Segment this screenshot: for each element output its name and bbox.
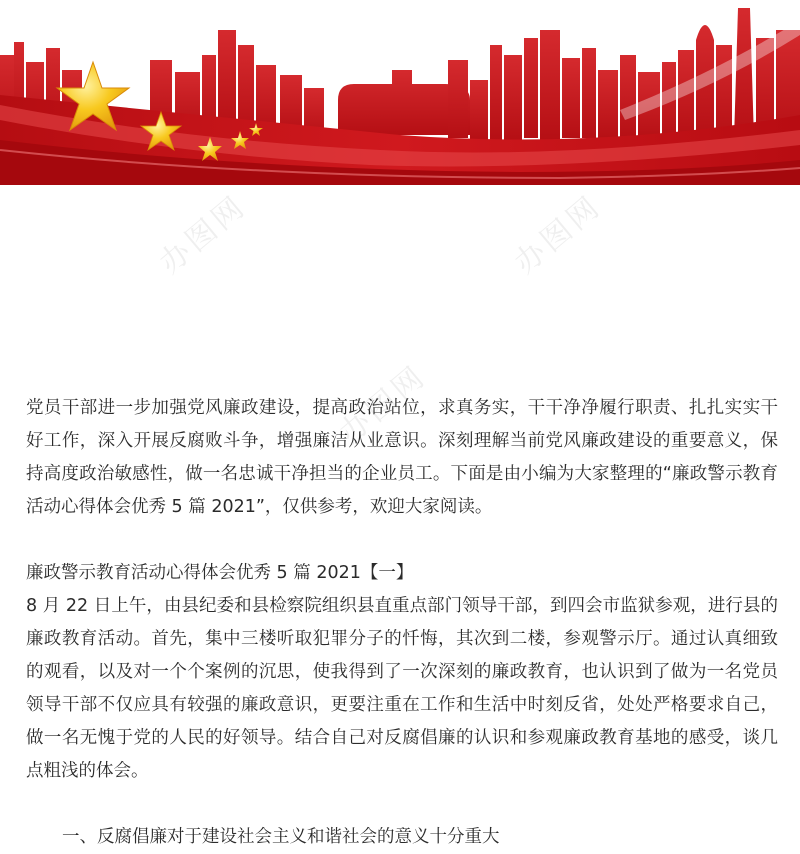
watermark: 办图网 (507, 188, 609, 281)
header-banner (0, 0, 800, 185)
article-body (26, 392, 778, 854)
section-title: 廉政警示教育活动心得体会优秀 5 篇 2021【一】 (26, 563, 414, 583)
point-heading: 一、反腐倡廉对于建设社会主义和谐社会的意义十分重大 (62, 827, 500, 847)
city-skyline (0, 0, 800, 185)
body-paragraph: 8 月 22 日上午，由县纪委和县检察院组织县直重点部门领导干部，到四会市监狱参观，进行县的廉政教育活动。首先，集中三楼听取犯罪分子的忏悔，其次到二楼，参观警示厅。通过认真细致的观看，以及对一个个案例的沉思，使我得到了一次深刻的廉政教育，也认识到了做为一名党员领导干部不仅应具有较强的廉政意识，更要注重在工作和生活中时刻反省，处处严格要求自己，做一名无愧于党的人民的好领导。结合自己对反腐倡廉的认识和参观廉政教育基地的感受，谈几点粗浅的体会。 (26, 596, 778, 781)
watermark: 办图网 (152, 188, 254, 281)
watermark: 办图网 (332, 358, 434, 451)
intro-paragraph: 党员干部进一步加强党风廉政建设，提高政治站位，求真务实，干干净净履行职责、扎扎实实干好工作，深入开展反腐败斗争，增强廉洁从业意识。深刻理解当前党风廉政建设的重要意义，保持高度政治敏感性，做一名忠诚干净担当的企业员工。下面是由小编为大家整理的“廉政警示教育活动心得体会优秀 5 篇 2021”，仅供参考，欢迎大家阅读。 (26, 398, 778, 517)
